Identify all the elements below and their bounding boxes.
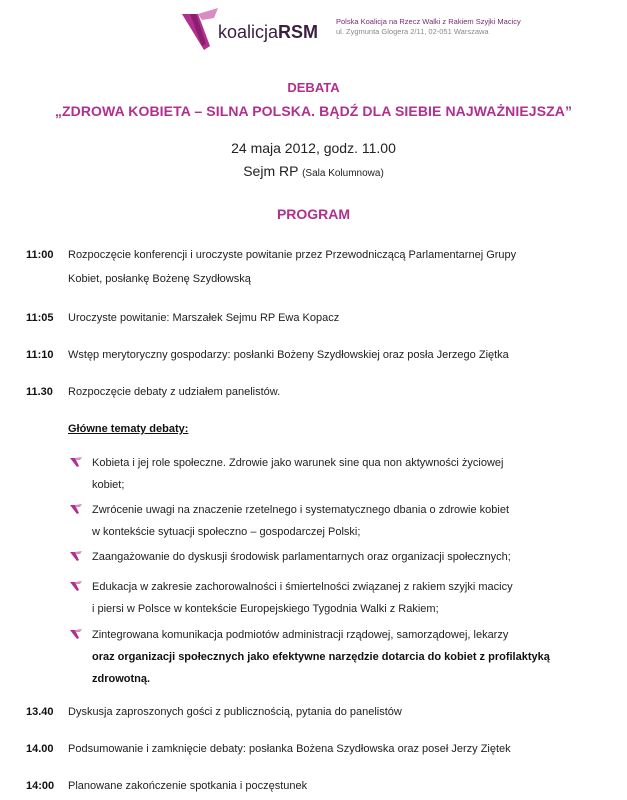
closing-text: Podsumowanie i zamknięcie debaty: posłanka Bożena Szydłowska oraz poseł Jerzy Ziętek [68, 743, 511, 755]
bullet-logo-icon [70, 504, 82, 514]
schedule-time: 11:10 [26, 349, 54, 361]
letterhead [0, 0, 627, 60]
closing-text: Dyskusja zaproszonych gości z publicznością, pytania do panelistów [68, 706, 402, 718]
topic-text [92, 576, 582, 620]
topic-text-line: w kontekście sytuacji społeczno – gospodarczej Polski; [92, 526, 361, 538]
closing-time: 14:00 [26, 780, 55, 792]
schedule-time: 11:05 [26, 312, 54, 324]
bullet-logo-icon [70, 629, 82, 639]
koalicja-rsm-logo-icon [180, 6, 220, 52]
organization-info [336, 17, 521, 37]
program-heading: PROGRAM [276, 206, 351, 222]
bullet-logo-icon [70, 457, 82, 467]
schedule-text: Rozpoczęcie debaty z udziałem panelistów. [68, 386, 281, 398]
topic-text [92, 499, 582, 543]
venue-name: Sejm RP [243, 163, 299, 179]
closing-time: 14.00 [26, 743, 54, 755]
topics-heading: Główne tematy debaty: [68, 423, 189, 435]
venue-detail: (Sala Kolumnowa) [302, 168, 384, 179]
event-type: DEBATA [287, 80, 340, 95]
topic-text-line: Kobieta i jej role społeczne. Zdrowie jako warunek sine qua non aktywności życiowej [92, 457, 504, 469]
logo-text-rsm: RSM [278, 22, 319, 42]
schedule-time: 11.30 [26, 386, 53, 398]
organization-name: Polska Koalicja na Rzecz Walki z Rakiem Szyjki Macicy [336, 17, 521, 26]
topic-text-line: oraz organizacji społecznych jako efektywne narzędzie dotarcia do kobiet z profilaktyką [92, 651, 550, 663]
logo-text-koalicja: koalicja [218, 22, 279, 42]
event-title: „ZDROWA KOBIETA – SILNA POLSKA. BĄDŹ DLA SIEBIE NAJWAŻNIEJSZA” [54, 103, 573, 119]
topic-text-line: zdrowotną. [92, 673, 151, 685]
schedule-time: 11:00 [26, 249, 54, 261]
schedule-text: Wstęp merytoryczny gospodarzy: posłanki Bożeny Szydłowskiej oraz posła Jerzego Ziętka [68, 349, 509, 361]
closing-text: Planowane zakończenie spotkania i poczęstunek [68, 780, 308, 792]
topic-text-line: Edukacja w zakresie zachorowalności i śmiertelności związanej z rakiem szyjki macicy [92, 581, 513, 593]
closing-time: 13.40 [26, 706, 54, 718]
schedule-text-line: Rozpoczęcie konferencji i uroczyste powitanie przez Przewodniczącą Parlamentarnej Grupy [68, 249, 517, 261]
event-date: 24 maja 2012, godz. 11.00 [231, 140, 396, 156]
topic-text-line: Zwrócenie uwagi na znaczenie rzetelnego i systematycznego dbania o zdrowie kobiet [92, 504, 510, 516]
schedule-text-line: Kobiet, posłankę Bożenę Szydłowską [68, 273, 251, 285]
logo-wordmark [218, 22, 318, 42]
topic-text [92, 624, 582, 690]
bullet-logo-icon [70, 581, 82, 591]
event-venue [0, 163, 627, 179]
topic-text-line: kobiet; [92, 479, 125, 491]
bullet-logo-icon [70, 551, 82, 561]
schedule-text: Uroczyste powitanie: Marszałek Sejmu RP Ewa Kopacz [68, 312, 340, 324]
topic-text-line: i piersi w Polsce w kontekście Europejskiego Tygodnia Walki z Rakiem; [92, 603, 439, 615]
topic-text-line: Zintegrowana komunikacja podmiotów administracji rządowej, samorządowej, lekarzy [92, 629, 509, 641]
organization-address: ul. Zygmunta Glogera 2/11, 02-051 Warszawa [336, 27, 489, 36]
topic-text [92, 452, 582, 496]
schedule-text [68, 243, 588, 291]
topic-text: Zaangażowanie do dyskusji środowisk parlamentarnych oraz organizacji społecznych; [92, 551, 511, 563]
